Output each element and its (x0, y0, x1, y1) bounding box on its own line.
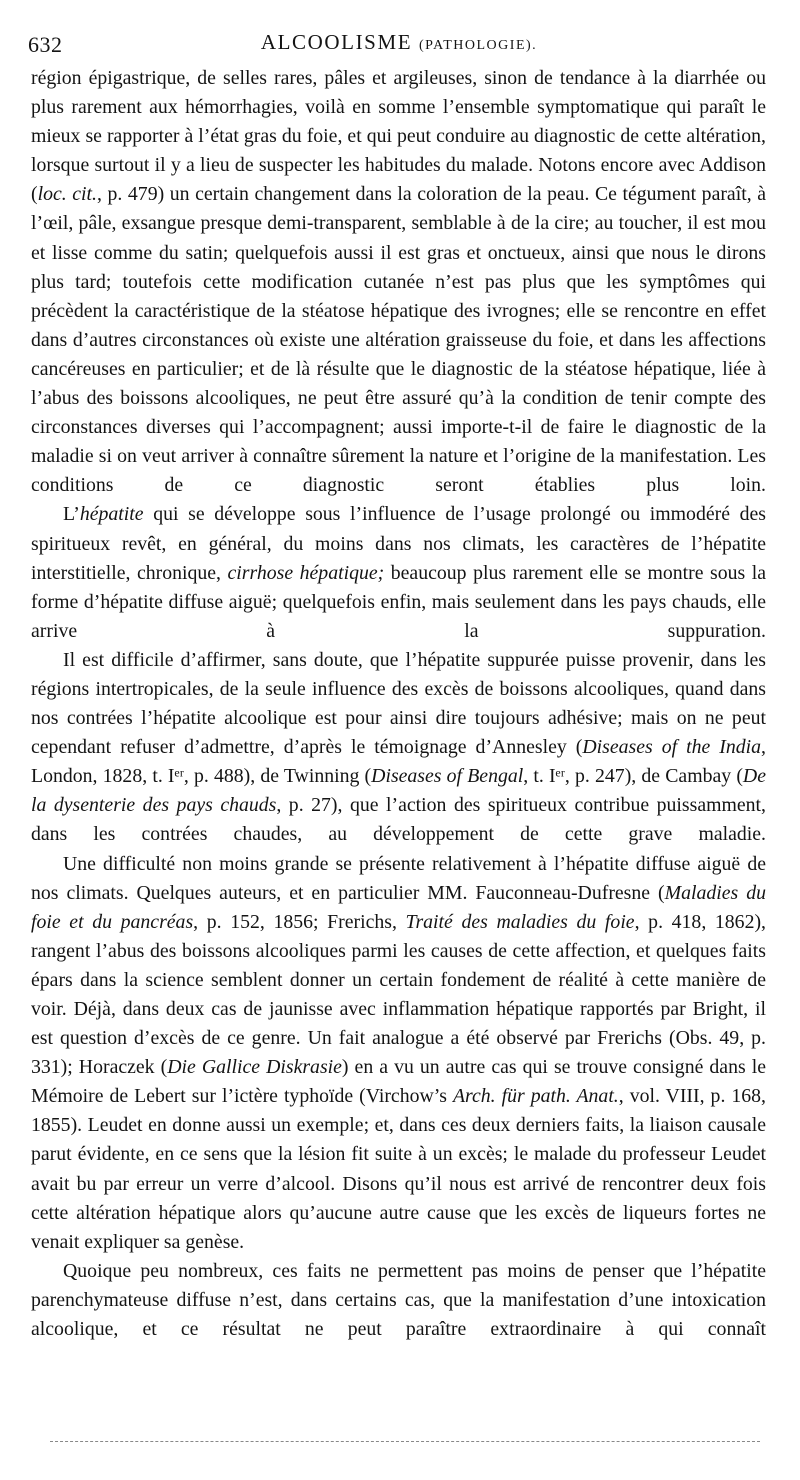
running-head-subtitle: (PATHOLOGIE). (419, 38, 538, 53)
paragraph (31, 64, 766, 500)
text-span: , p. 27), que l’action des spiritueux contribue puissamment, dans les contrées chaudes, au développement de cette grave maladie. (31, 794, 766, 846)
body-text (31, 64, 766, 1344)
paragraph (31, 500, 766, 645)
italic-span: Arch. für path. Anat. (452, 1085, 619, 1108)
paragraph (31, 1257, 766, 1344)
italic-span: De la dysenterie des pays chauds (31, 765, 766, 817)
italic-span: Die Gallice Diskrasie (167, 1056, 342, 1079)
italic-span: Maladies du foie et du pancréas (31, 881, 766, 933)
text-span: région épigastrique, de selles rares, pâles et argileuses, sinon de tendance à la diarrhée ou plus rarement aux hémorrhagies, voilà en somme l’ensemble symptomatique qui paraît le mieux se rapporter à l’état gras du foie, et qui peut conduire au diagnostic de cette altération, lorsque surtout il y a lieu de suspecter les habitudes du malade. Notons encore avec Addison ( (31, 67, 766, 206)
text-span: , p. 418, 1862), rangent l’abus des boissons alcooliques parmi les causes de cette affection, et quelques faits épars dans la science semblent donner un certain fondement de réalité à cette manière de voir. Déjà, dans deux cas de jaunisse avec inflammation hépatique rapportés par Bright, il est question d’excès de ce genre. Un fait analogue a été observé par Frerichs (Obs. 49, p. 331); Horaczek ( (31, 910, 766, 1079)
text-span: qui se développe sous l’influence de l’usage prolongé ou immodéré des spiritueux revêt, en général, du moins dans nos climats, les caractères de l’hépatite interstitielle, chronique, (31, 503, 766, 584)
paragraph (31, 850, 766, 1257)
text-span: , p. 152, 1856; Frerichs, (193, 910, 406, 933)
text-span: beaucoup plus rarement elle se montre sous la forme d’hépatite diffuse aiguë; quelquefois enfin, mais seulement dans les pays chauds, elle arrive à la suppuration. (31, 561, 766, 642)
paragraph (31, 646, 766, 850)
page-header (28, 22, 770, 56)
text-span: ) en a vu un autre cas qui se trouve consigné dans le Mémoire de Lebert sur l’ictère typhoïde (Virchow’s (31, 1056, 766, 1108)
italic-span: loc. cit. (37, 183, 97, 206)
text-span: , London, 1828, t. Iᵉʳ, p. 488), de Twinning ( (31, 736, 766, 788)
text-span: L’ (63, 503, 80, 526)
text-span: Il est difficile d’affirmer, sans doute, que l’hépatite suppurée puisse provenir, dans les régions intertropicales, de la seule influence des excès de boissons alcooliques, quand dans nos contrées l’hépatite alcoolique est pour ainsi dire toujours adhésive; mais on ne peut cependant refuser d’admettre, d’après le témoignage d’Annesley ( (31, 648, 766, 759)
italic-span: hépatite (79, 503, 144, 526)
text-span: , t. Iᵉʳ, p. 247), de Cambay ( (523, 765, 743, 788)
text-span: , p. 479) un certain changement dans la coloration de la peau. Ce tégument paraît, à l’œil, pâle, exsangue presque demi-transparent, semblable à de la cire; au toucher, il est mou et lisse comme du satin; quelquefois aussi il est gras et onctueux, ainsi que nous le dirons plus tard; toutefois cette modification cutanée n’est pas plus que les symptômes qui précèdent la caractéristique de la stéatose hépatique des ivrognes; elle se rencontre en effet dans d’autres circonstances où existe une altération graisseuse du foie, et dans les affections cancéreuses en particulier; et de là résulte que le diagnostic de la stéatose hépatique, liée à l’abus des boissons alcooliques, ne peut être assuré qu’à la condition de tenir compte des circonstances diverses qui l’accompagnent; aussi importe-t-il de faire le diagnostic de la maladie si on veut arriver à connaître sûrement la nature et l’origine de la manifestation. Les conditions de ce diagnostic seront établies plus loin. (31, 183, 766, 497)
page-number: 632 (28, 32, 63, 57)
italic-span: Diseases of Bengal (371, 765, 524, 788)
footer-rule (50, 1441, 760, 1442)
italic-span: Diseases of the India (582, 736, 762, 759)
italic-span: cirrhose hépatique; (227, 561, 385, 584)
text-span: , vol. VIII, p. 168, 1855). Leudet en donne aussi un exemple; et, dans ces deux derniers faits, la liaison causale parut évidente, en ce sens que la lésion fit suite à un excès; le malade du professeur Leudet avait bu par erreur un verre d’alcool. Disons qu’il nous est arrivé de rencontrer deux fois cette altération hépatique alors qu’aucune autre cause que les excès de liqueurs fortes ne venait expliquer sa genèse. (31, 1085, 766, 1253)
running-head-title: ALCOOLISME (260, 30, 413, 54)
running-head (28, 30, 770, 55)
italic-span: Traité des maladies du foie (405, 910, 635, 933)
text-span: Quoique peu nombreux, ces faits ne permettent pas moins de penser que l’hépatite parenchymateuse diffuse n’est, dans certains cas, que la manifestation d’une intoxication alcoolique, et ce résultat ne peut paraître extraordinaire à qui connaît (31, 1259, 766, 1341)
text-span: Une difficulté non moins grande se présente relativement à l’hépatite diffuse aiguë de nos climats. Quelques auteurs, et en particulier MM. Fauconneau-Dufresne ( (31, 852, 766, 904)
